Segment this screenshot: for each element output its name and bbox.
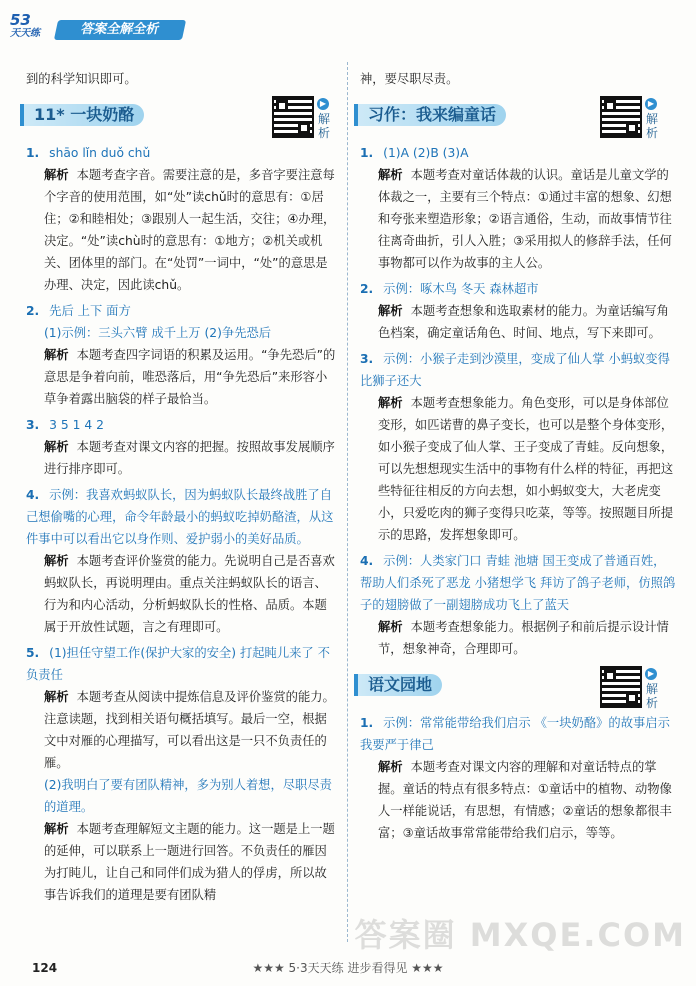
question-3: 3. 示例：小猴子走到沙漠里，变成了仙人掌 小蚂蚁变得比狮子还大 解析 本题考查想象能力。角色变形，可以是身体部位变形，如匹诺曹的鼻子变长，也可以是整个身体变形，如小猴子变成了仙人掌、王子变成了青蛙。反向想象，可以先想想现实生活中的事物有什么样的特征，再把这些特征往相反的方向去想，如小蚂蚁变大，大老虎变小，只爱吃肉的狮子变得只吃菜，等等。按照题目所提示的思路，发挥想象即可。: [360, 352, 674, 542]
explanation: 本题考查想象能力。角色变形，可以是身体部位变形，如匹诺曹的鼻子变长，也可以是整个身体变形，如小猴子变成了仙人掌、王子变成了青蛙。反向想象，可以先想想现实生活中的事物有什么样的特征，再把这些特征往相反的方向去想，如小蚂蚁变大，大老虎变小，只爱吃肉的狮子变得只吃菜，等等。按照题目所提示的思路，发挥想象即可。: [378, 396, 674, 542]
question-4: 4. 示例：人类家门口 青蛙 池塘 国王变成了普通百姓，帮助人们杀死了恶龙 小猪想学飞 拜访了鸽子老师，仿照鸽子的翅膀做了一副翅膀成功飞上了蓝天 解析 本题考查想象能力。根据例子和前后提示设计情节，想象神奇，合理即可。: [360, 554, 676, 656]
column-divider: [347, 62, 348, 942]
question-2: 2. 先后 上下 面方 (1)示例：三头六臂 成千上万 (2)争先恐后 解析 本题考查四字词语的积累及运用。“争先恐后”的意思是争着向前，唯恐落后，用“争先恐后”来形容小草争着露出脑袋的样子最恰当。: [26, 304, 336, 406]
section-title: 11* 一块奶酪: [20, 104, 144, 126]
section-title: 习作：我来编童话: [354, 104, 506, 126]
question-1: 1. shāo lǐn duǒ chǔ 解析 本题考查字音。需要注意的是，多音字要注意每个字音的使用范围，如“处”读chǔ时的意思有：①居住；②和睦相处；③跟别人一起生活，交往；④办理，决定。“处”读chù时的意思有：①地方；②机关或机关、团体里的部门。在“处罚”一词中，“处”的意思是办理、决定，因此读chǔ。: [26, 146, 336, 292]
question-4: 4. 示例：我喜欢蚂蚁队长，因为蚂蚁队长最终战胜了自己想偷嘴的心理，命令年龄最小的蚂蚁吃掉奶酪渣，从这件事中可以看出它以身作则、爱护弱小的美好品质。 解析 本题考查评价鉴赏的能力。先说明自己是否喜欢蚂蚁队长，再说明理由。重点关注蚂蚁队长的语言、行为和内心活动，分析蚂蚁队长的性格、品质。本题属于开放性试题，言之有理即可。: [26, 488, 335, 634]
explanation: 本题考查从阅读中提炼信息及评价鉴赏的能力。注意读题，找到相关语句概括填写。最后一空，根据文中对雁的心理描写，可以看出这是一只不负责任的雁。: [44, 690, 335, 770]
play-icon: ▶: [317, 98, 329, 110]
question-1: 1. (1)A (2)B (3)A 解析 本题考查对童话体裁的认识。童话是儿童文学的体裁之一，主要有三个特点：①通过丰富的想象、幻想和夸张来塑造形象；②语言通俗，生动，而故事情节往往离奇曲折，引人入胜；③采用拟人的修辞手法，任何事物都可以作为故事的主人公。: [360, 146, 672, 270]
right-top-line: 神，要尽职尽责。: [360, 72, 459, 86]
explanation: 本题考查想象和选取素材的能力。为童话编写角色档案，确定童话角色、时间、地点，写下来即可。: [378, 304, 669, 340]
qr-code-icon[interactable]: [272, 96, 314, 138]
explanation: 本题考查评价鉴赏的能力。先说明自己是否喜欢蚂蚁队长，再说明理由。重点关注蚂蚁队长的语言、行为和内心活动，分析蚂蚁队长的性格、品质。本题属于开放性试题，言之有理即可。: [44, 554, 335, 634]
left-top-line: 到的科学知识即可。: [26, 72, 137, 86]
qr-label: 解析: [646, 112, 659, 140]
section-header-composition: [360, 96, 676, 140]
explanation: 本题考查理解短文主题的能力。这一题是上一题的延伸，可以联系上一题进行回答。不负责任的雁因为打盹儿，让自己和同伴们成为猎人的俘虏，所以故事告诉我们的道理是要有团队精: [44, 822, 335, 902]
right-column: [360, 64, 676, 848]
play-icon: ▶: [645, 668, 657, 680]
question-5: 5. (1)担任守望工作(保护大家的安全) 打起盹儿来了 不负责任 解析 本题考查从阅读中提炼信息及评价鉴赏的能力。注意读题，找到相关语句概括填写。最后一空，根据文中对雁的心理描写，可以看出这是一只不负责任的雁。 (2)我明白了要有团队精神，多为别人着想，尽职尽责的道理。 解析 本题考查理解短文主题的能力。这一题是上一题的延伸，可以联系上一题进行回答。不负责任的雁因为打盹儿，让自己和同伴们成为猎人的俘虏，所以故事告诉我们的道理是要有团队精: [26, 646, 335, 902]
section-header-lesson11: [26, 96, 338, 140]
qr-label: 解析: [646, 682, 659, 710]
brand-logo: 53 天天练: [10, 11, 40, 39]
qr-code-icon[interactable]: [600, 96, 642, 138]
watermark: 答案圈 MXQE.COM: [354, 916, 686, 954]
explanation: 本题考查四字词语的积累及运用。“争先恐后”的意思是争着向前，唯恐落后，用“争先恐后”来形容小草争着露出脑袋的样子最恰当。: [44, 348, 336, 406]
footer: [0, 956, 696, 980]
section-title: 语文园地: [354, 674, 442, 696]
explanation: 本题考查对童话体裁的认识。童话是儿童文学的体裁之一，主要有三个特点：①通过丰富的想象、幻想和夸张来塑造形象；②语言通俗，生动，而故事情节往往离奇曲折，引人入胜；③采用拟人的修辞手法，任何事物都可以作为故事的主人公。: [378, 168, 672, 270]
play-icon: ▶: [645, 98, 657, 110]
header-tag: 答案全解全析: [54, 20, 186, 40]
explanation: 本题考查字音。需要注意的是，多音字要注意每个字音的使用范围，如“处”读chǔ时的意思有：①居住；②和睦相处；③跟别人一起生活，交往；④办理，决定。“处”读chù时的意思有：①地方；②机关或机关、团体里的部门。在“处罚”一词中，“处”的意思是办理、决定，因此读chǔ。: [44, 168, 336, 292]
explanation: 本题考查对课文内容的把握。按照故事发展顺序进行排序即可。: [44, 440, 335, 476]
section-header-chinese-garden: [360, 666, 676, 710]
question-2: 2. 示例：啄木鸟 冬天 森林超市 解析 本题考查想象和选取素材的能力。为童话编写角色档案，确定童话角色、时间、地点，写下来即可。: [360, 282, 669, 340]
explanation: 本题考查对课文内容的理解和对童话特点的掌握。童话的特点有很多特点：①童话中的植物、动物像人一样能说话，有思想，有情感；②童话的想象都很丰富；③童话故事常常能带给我们启示，等等。: [378, 760, 672, 840]
explanation: 本题考查想象能力。根据例子和前后提示设计情节，想象神奇，合理即可。: [378, 620, 669, 656]
page-number: 124: [32, 961, 58, 975]
footer-slogan: ★★★ 5·3天天练 进步看得见 ★★★: [252, 961, 444, 975]
question-3: 3. 3 5 1 4 2 解析 本题考查对课文内容的把握。按照故事发展顺序进行排序即可。: [26, 418, 335, 476]
qr-code-icon[interactable]: [600, 666, 642, 708]
question-1: 1. 示例：常常能带给我们启示 《一块奶酪》的故事启示我要严于律己 解析 本题考查对课文内容的理解和对童话特点的掌握。童话的特点有很多特点：①童话中的植物、动物像人一样能说话，有思想，有情感；②童话的想象都很丰富；③童话故事常常能带给我们启示，等等。: [360, 716, 672, 840]
left-column: [26, 64, 338, 910]
qr-label: 解析: [318, 112, 331, 140]
